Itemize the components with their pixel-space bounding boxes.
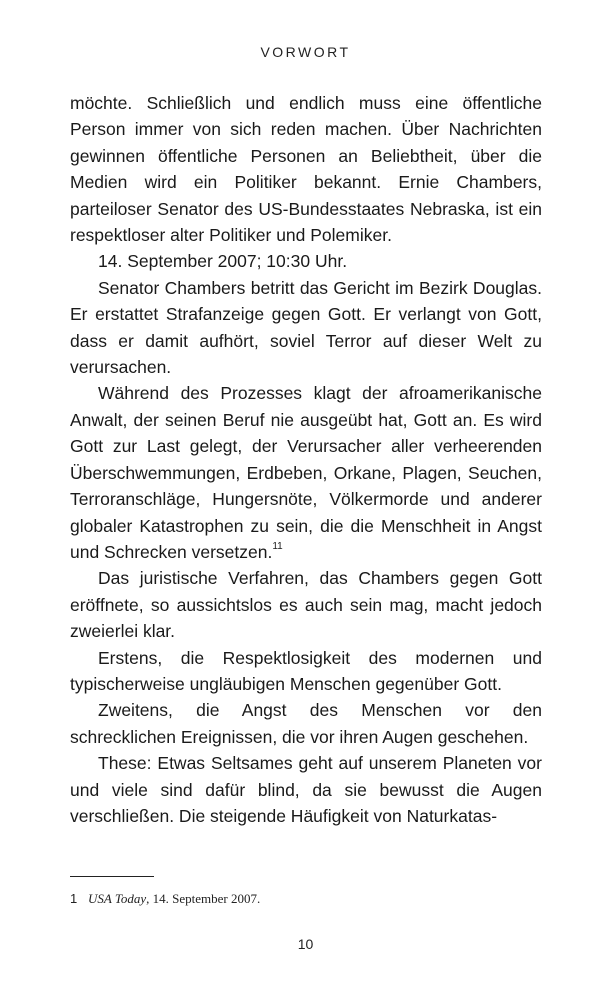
paragraph: Das juristische Verfahren, das Chambers gegen Gott eröffnete, so aussichtslos es auch sein mag, macht jedoch zweierlei klar.	[70, 568, 542, 642]
paragraph: These: Etwas Seltsames geht auf unserem Planeten vor und viele sind dafür blind, da sie bewusst die Augen verschließen. Die steigende Häufigkeit von Naturkatas-	[70, 753, 542, 826]
paragraph: 14. September 2007; 10:30 Uhr.	[98, 251, 348, 272]
paragraph: Erstens, die Respektlosigkeit des modernen und typischerweise ungläubigen Menschen gegenüber Gott.	[70, 647, 542, 694]
page-number: 10	[297, 936, 314, 952]
footnote-number: 1	[70, 891, 78, 906]
paragraph-text: Während des Prozesses klagt der afroamerikanische Anwalt, der seinen Beruf nie ausgeübt hat, Gott an. Es wird Gott zur Last gelegt, der Verursacher aller verheerenden Überschwemmungen, Erdbeben, Orkane, Plagen, Seuchen, Terroranschläge, Hungersnöte, Völkermorde und anderer globaler Katastrophen zu sein, die die Menschheit in Angst und Schrecken versetzen.	[70, 383, 542, 562]
paragraph: möchte. Schließlich und endlich muss eine öffentliche Person immer von sich reden machen. Über Nachrichten gewinnen öffentliche Personen an Beliebtheit, über die Medien wird ein Politiker bekannt. Ernie Chambers, parteiloser Senator des US-Bundesstaates Nebraska, ist ein respektloser alter Politiker und Polemiker.	[70, 93, 542, 246]
footnote	[70, 890, 542, 908]
footnote-divider	[70, 876, 154, 877]
running-head: VORWORT	[260, 44, 351, 60]
body-text	[70, 90, 542, 829]
footnote-source: USA Today	[88, 891, 147, 906]
paragraph	[70, 380, 542, 565]
footnote-reference: 11	[272, 541, 283, 553]
footnote-text: , 14. September 2007.	[146, 891, 261, 906]
paragraph: Senator Chambers betritt das Gericht im Bezirk Douglas. Er erstattet Strafanzeige gegen Gott. Er verlangt von Gott, dass er damit aufhört, soviel Terror auf dieser Welt zu verursachen.	[70, 277, 542, 378]
paragraph: Zweitens, die Angst des Menschen vor den schrecklichen Ereignissen, die vor ihren Augen geschehen.	[70, 700, 542, 747]
